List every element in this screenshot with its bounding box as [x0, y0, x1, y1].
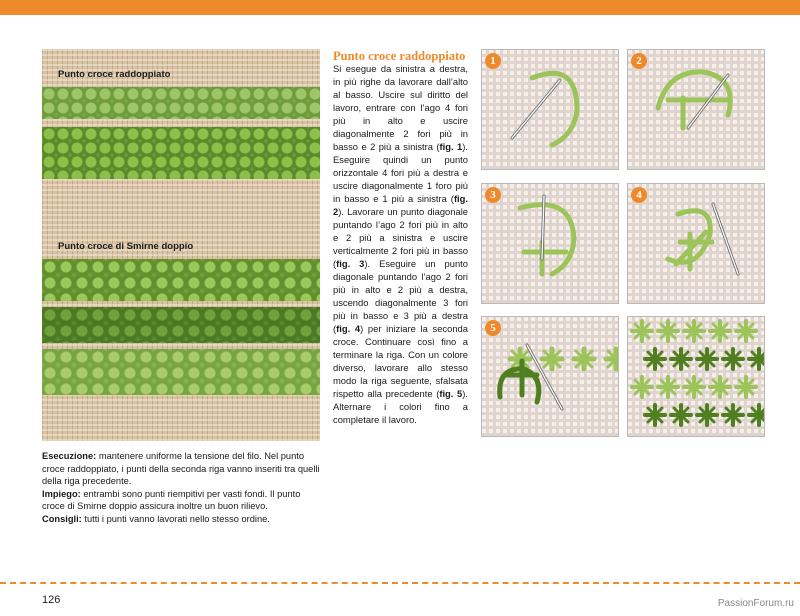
figure-4 [627, 183, 765, 304]
section-title: Punto croce raddoppiato [333, 49, 466, 63]
footer-divider [0, 582, 800, 584]
figure-reference: fig. 5 [439, 388, 463, 399]
photo-label-top: Punto croce raddoppiato [58, 69, 171, 80]
figure-number: 4 [631, 187, 647, 203]
figure-3 [481, 183, 619, 304]
figure-1 [481, 49, 619, 170]
canvas-diagram [628, 50, 764, 169]
figure-reference: fig. 1 [439, 141, 463, 152]
note-consigli [42, 513, 324, 526]
canvas-diagram [628, 317, 764, 436]
figure-number: 1 [485, 53, 501, 69]
figure-6 [627, 316, 765, 437]
canvas-diagram [482, 184, 618, 303]
watermark: PassionForum.ru [717, 598, 794, 609]
instructions-text [333, 62, 468, 426]
page-number: 126 [42, 594, 61, 606]
top-accent-bar [0, 0, 800, 15]
note-text: mantenere uniforme la tensione del filo. Nel punto croce raddoppiato, i punti della seconda riga vanno inseriti tra quelli della riga precedente. [42, 451, 320, 486]
canvas-diagram [482, 317, 618, 436]
canvas-diagram [628, 184, 764, 303]
note-label: Consigli: [42, 513, 82, 524]
note-label: Esecuzione: [42, 451, 97, 461]
note-impiego [42, 488, 324, 513]
instructions-paragraph: Si esegue da sinistra a destra, in più righe da lavorare dall’alto al basso. Uscire sul diritto del lavoro, entrare con l’ago 4 fori più in alto e uscire diagonalmente 2 fori più in basso e 2 più a sinistra (fig. 1). Eseguire quindi un punto orizzontale 4 fori più a destra e uscire diagonalmente 1 foro più in basso e 1 più a sinistra (fig. 2). Lavorare un punto diagonale puntando l’ago 2 fori più in alto e 2 più a sinistra e uscire verticalmente 2 fori più in basso (fig. 3). Eseguire un punto diagonale puntando l’ago 2 fori più in alto e 2 più a destra, uscendo diagonalmente 3 fori più in basso e 3 più a destra (fig. 4) per iniziare la seconda croce. Continuare così fino a terminare la riga. Con un colore diverso, lavorare allo stesso modo la riga seguente, sfalsata rispetto alla precedente (fig. 5). Alternare i colori fino a completare il lavoro. [333, 63, 468, 425]
stitch-band [42, 259, 320, 301]
stitch-band [42, 307, 320, 343]
stitch-band [42, 87, 320, 119]
stitch-band [42, 349, 320, 395]
stitch-band [42, 127, 320, 179]
figure-number: 2 [631, 53, 647, 69]
figure-5 [481, 316, 619, 437]
figure-reference: fig. 3 [336, 258, 365, 269]
canvas-diagram [482, 50, 618, 169]
notes-block [42, 450, 324, 525]
note-esecuzione [42, 450, 324, 488]
note-text: entrambi sono punti riempitivi per vasti fondi. Il punto croce di Smirne doppio assicura inoltre un buon rilievo. [42, 488, 301, 511]
figure-reference: fig. 2 [333, 193, 468, 217]
stitch-sample-photo [42, 49, 320, 441]
figure-reference: fig. 4 [336, 323, 361, 334]
note-text: tutti i punti vanno lavorati nello stesso ordine. [81, 513, 270, 524]
note-label: Impiego: [42, 488, 81, 499]
photo-label-bottom: Punto croce di Smirne doppio [58, 241, 194, 252]
figure-number: 5 [485, 320, 501, 336]
figure-2 [627, 49, 765, 170]
figure-number: 3 [485, 187, 501, 203]
